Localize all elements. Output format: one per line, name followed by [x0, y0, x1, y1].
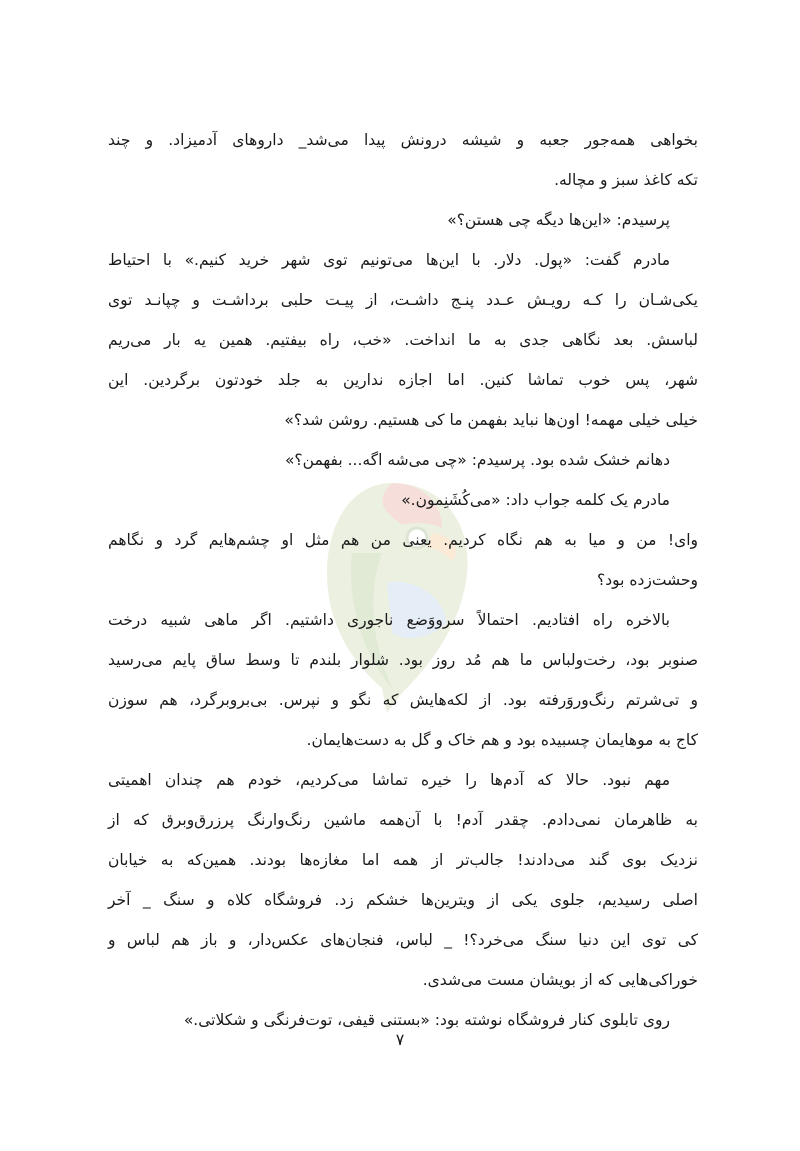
- text-line: یکی‌شـان را کـه رویـش عـدد پنـج داشـت، از پیـت حلبی برداشـت و چپانـد توی: [108, 291, 698, 309]
- text-line: مهم نبود. حالا که آدم‌ها را خیره تماشا می‌کردیم، خودم هم چندان اهمیتی: [108, 771, 670, 789]
- text-line: کی توی این دنیا سنگ می‌خرد؟! _ لباس، فنجان‌های عکس‌دار، و باز هم لباس و: [108, 931, 698, 949]
- text-line: صنوبر بود، رخت‌ولباس ما هم مُد روز بود. شلوار بلندم تا وسط ساق پایم می‌رسید: [108, 651, 698, 669]
- text-line: و تی‌شرتم رنگ‌وروَرفته بود. از لکه‌هایش که نگو و نپرس. بی‌بروبرگرد، هم سوزن: [108, 691, 698, 709]
- text-line: به ظاهرمان نمی‌دادم. چقدر آدم! با آن‌همه ماشین رنگ‌وارنگ پرزرق‌وبرق که از: [108, 811, 698, 829]
- text-line: مادرم گفت: «پول. دلار. با این‌ها می‌تونیم توی شهر خرید کنیم.» با احتیاط: [108, 251, 670, 269]
- text-line: خیلی خیلی مهمه! اون‌ها نباید بفهمن ما کی هستیم. روشن شد؟»: [284, 411, 698, 429]
- text-line: بالاخره راه افتادیم. احتمالاً سرووَضع ناجوری داشتیم. اگر ماهی شبیه درخت: [108, 611, 670, 629]
- text-line: کاج به موهایمان چسبیده بود و هم خاک و گل به دست‌هایمان.: [306, 731, 698, 749]
- text-line: خوراکی‌هایی که از بویشان مست می‌شدی.: [422, 971, 698, 989]
- text-line: اصلی رسیدیم، جلوی یکی از ویترین‌ها خشکم زد. فروشگاه کلاه و سنگ _ آخر: [108, 891, 698, 909]
- text-line: وای! من و میا به هم نگاه کردیم. یعنی من هم مثل او چشم‌هایم گرد و نگاهم: [108, 531, 698, 549]
- text-line: لباسش. بعد نگاهی جدی به ما انداخت. «خب، راه بیفتیم. همین یه بار می‌ریم: [108, 331, 698, 349]
- page-number: ۷: [395, 1030, 405, 1049]
- text-line: روی تابلوی کنار فروشگاه نوشته بود: «بستنی قیفی، توت‌فرنگی و شکلاتی.»: [183, 1011, 670, 1029]
- text-line: مادرم یک کلمه جواب داد: «می‌کُشَنِمون.»: [401, 491, 670, 509]
- text-line: شهر، پس خوب تماشا کنین. اما اجازه ندارین به جلد خودتون برگردین. این: [108, 371, 698, 389]
- text-line: دهانم خشک شده بود. پرسیدم: «چی می‌شه اگه... بفهمن؟»: [284, 451, 670, 469]
- text-line: وحشت‌زده بود؟: [597, 571, 698, 589]
- text-line: تکه کاغذ سبز و مچاله.: [554, 171, 698, 189]
- text-line: بخواهی همه‌جور جعبه و شیشه درونش پیدا می‌شد_ داروهای آدمیزاد. و چند: [108, 131, 698, 149]
- text-line: نزدیک بوی گند می‌دادند! جالب‌تر از همه اما مغازه‌ها بودند. همین‌که به خیابان: [108, 851, 698, 869]
- text-line: پرسیدم: «این‌ها دیگه چی هستن؟»: [447, 211, 670, 229]
